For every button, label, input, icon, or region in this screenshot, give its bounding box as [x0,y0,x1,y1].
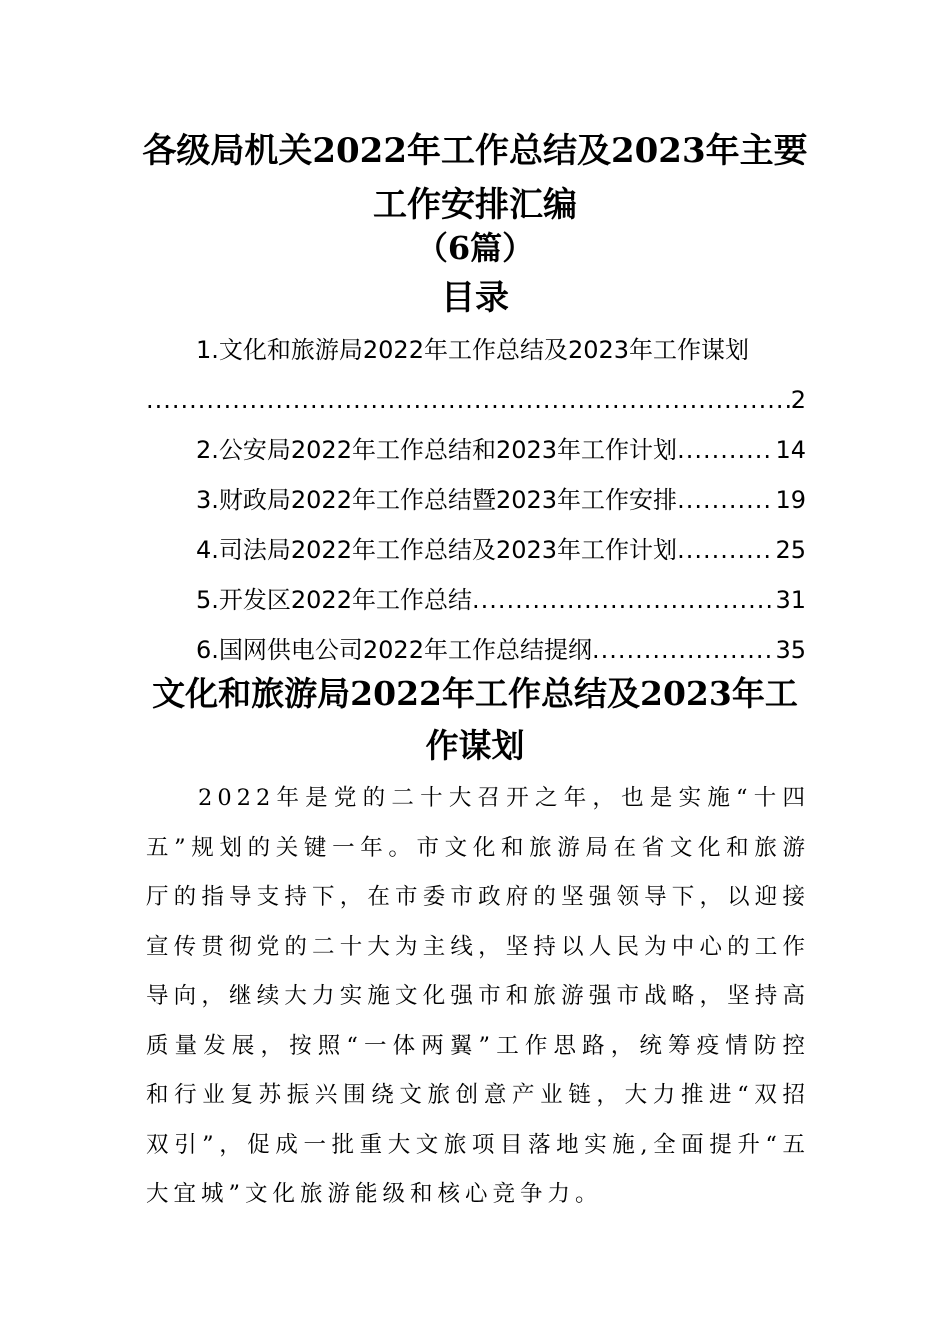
section-title: 文化和旅游局2022年工作总结及2023年工作谋划 [152,674,798,765]
toc-entry-6[interactable] [146,630,806,670]
toc-leader-row [146,380,806,420]
toc-entry-text: 5.开发区2022年工作总结 [196,586,472,614]
toc-page-number: 19 [775,486,806,514]
toc-entry-1[interactable] [146,330,806,420]
toc-entry-5[interactable] [146,580,806,620]
toc-entry-text: 3.财政局2022年工作总结暨2023年工作安排 [196,486,678,514]
toc-page-number: 35 [775,636,806,664]
toc-heading: 目录 [441,278,509,318]
toc-entry-text: 4.司法局2022年工作总结及2023年工作计划 [196,536,678,564]
document-title: 各级局机关2022年工作总结及2023年主要工作安排汇编 [142,131,808,225]
toc-leader-dots [677,530,773,570]
toc-page-number: 31 [775,586,806,614]
toc-entry-text: 1.文化和旅游局2022年工作总结及2023年工作谋划 [196,336,750,364]
toc-entry-2[interactable] [146,430,806,470]
body-paragraph: 2022年是党的二十大召开之年，也是实施“十四五”规划的关键一年。市文化和旅游局在省文化和旅游厅的指导支持下，在市委市政府的坚强领导下，以迎接宣传贯彻党的二十大为主线，坚持以人民为中心的工作导向，继续大力实施文化强市和旅游强市战略，坚持高质量发展，按照“一体两翼”工作思路，统筹疫情防控和行业复苏振兴围绕文旅创意产业链，大力推进“双招双引”，促成一批重大文旅项目落地实施,全面提升“五大宜城”文化旅游能级和核心竞争力。 [146,785,810,1207]
toc-entry-4[interactable] [146,530,806,570]
toc-leader-dots [592,630,773,670]
toc-leader-dots [146,380,791,420]
toc-page-number: 14 [775,436,806,464]
toc-entry-3[interactable] [146,480,806,520]
toc-page-number: 25 [775,536,806,564]
toc-leader-dots [677,430,773,470]
toc-page-number: 2 [790,386,806,414]
toc-leader-dots [677,480,773,520]
document-subtitle: （6篇） [415,229,535,267]
toc-entry-text: 2.公安局2022年工作总结和2023年工作计划 [196,436,678,464]
toc-entry-text: 6.国网供电公司2022年工作总结提纲 [196,636,592,664]
toc-leader-dots [472,580,773,620]
